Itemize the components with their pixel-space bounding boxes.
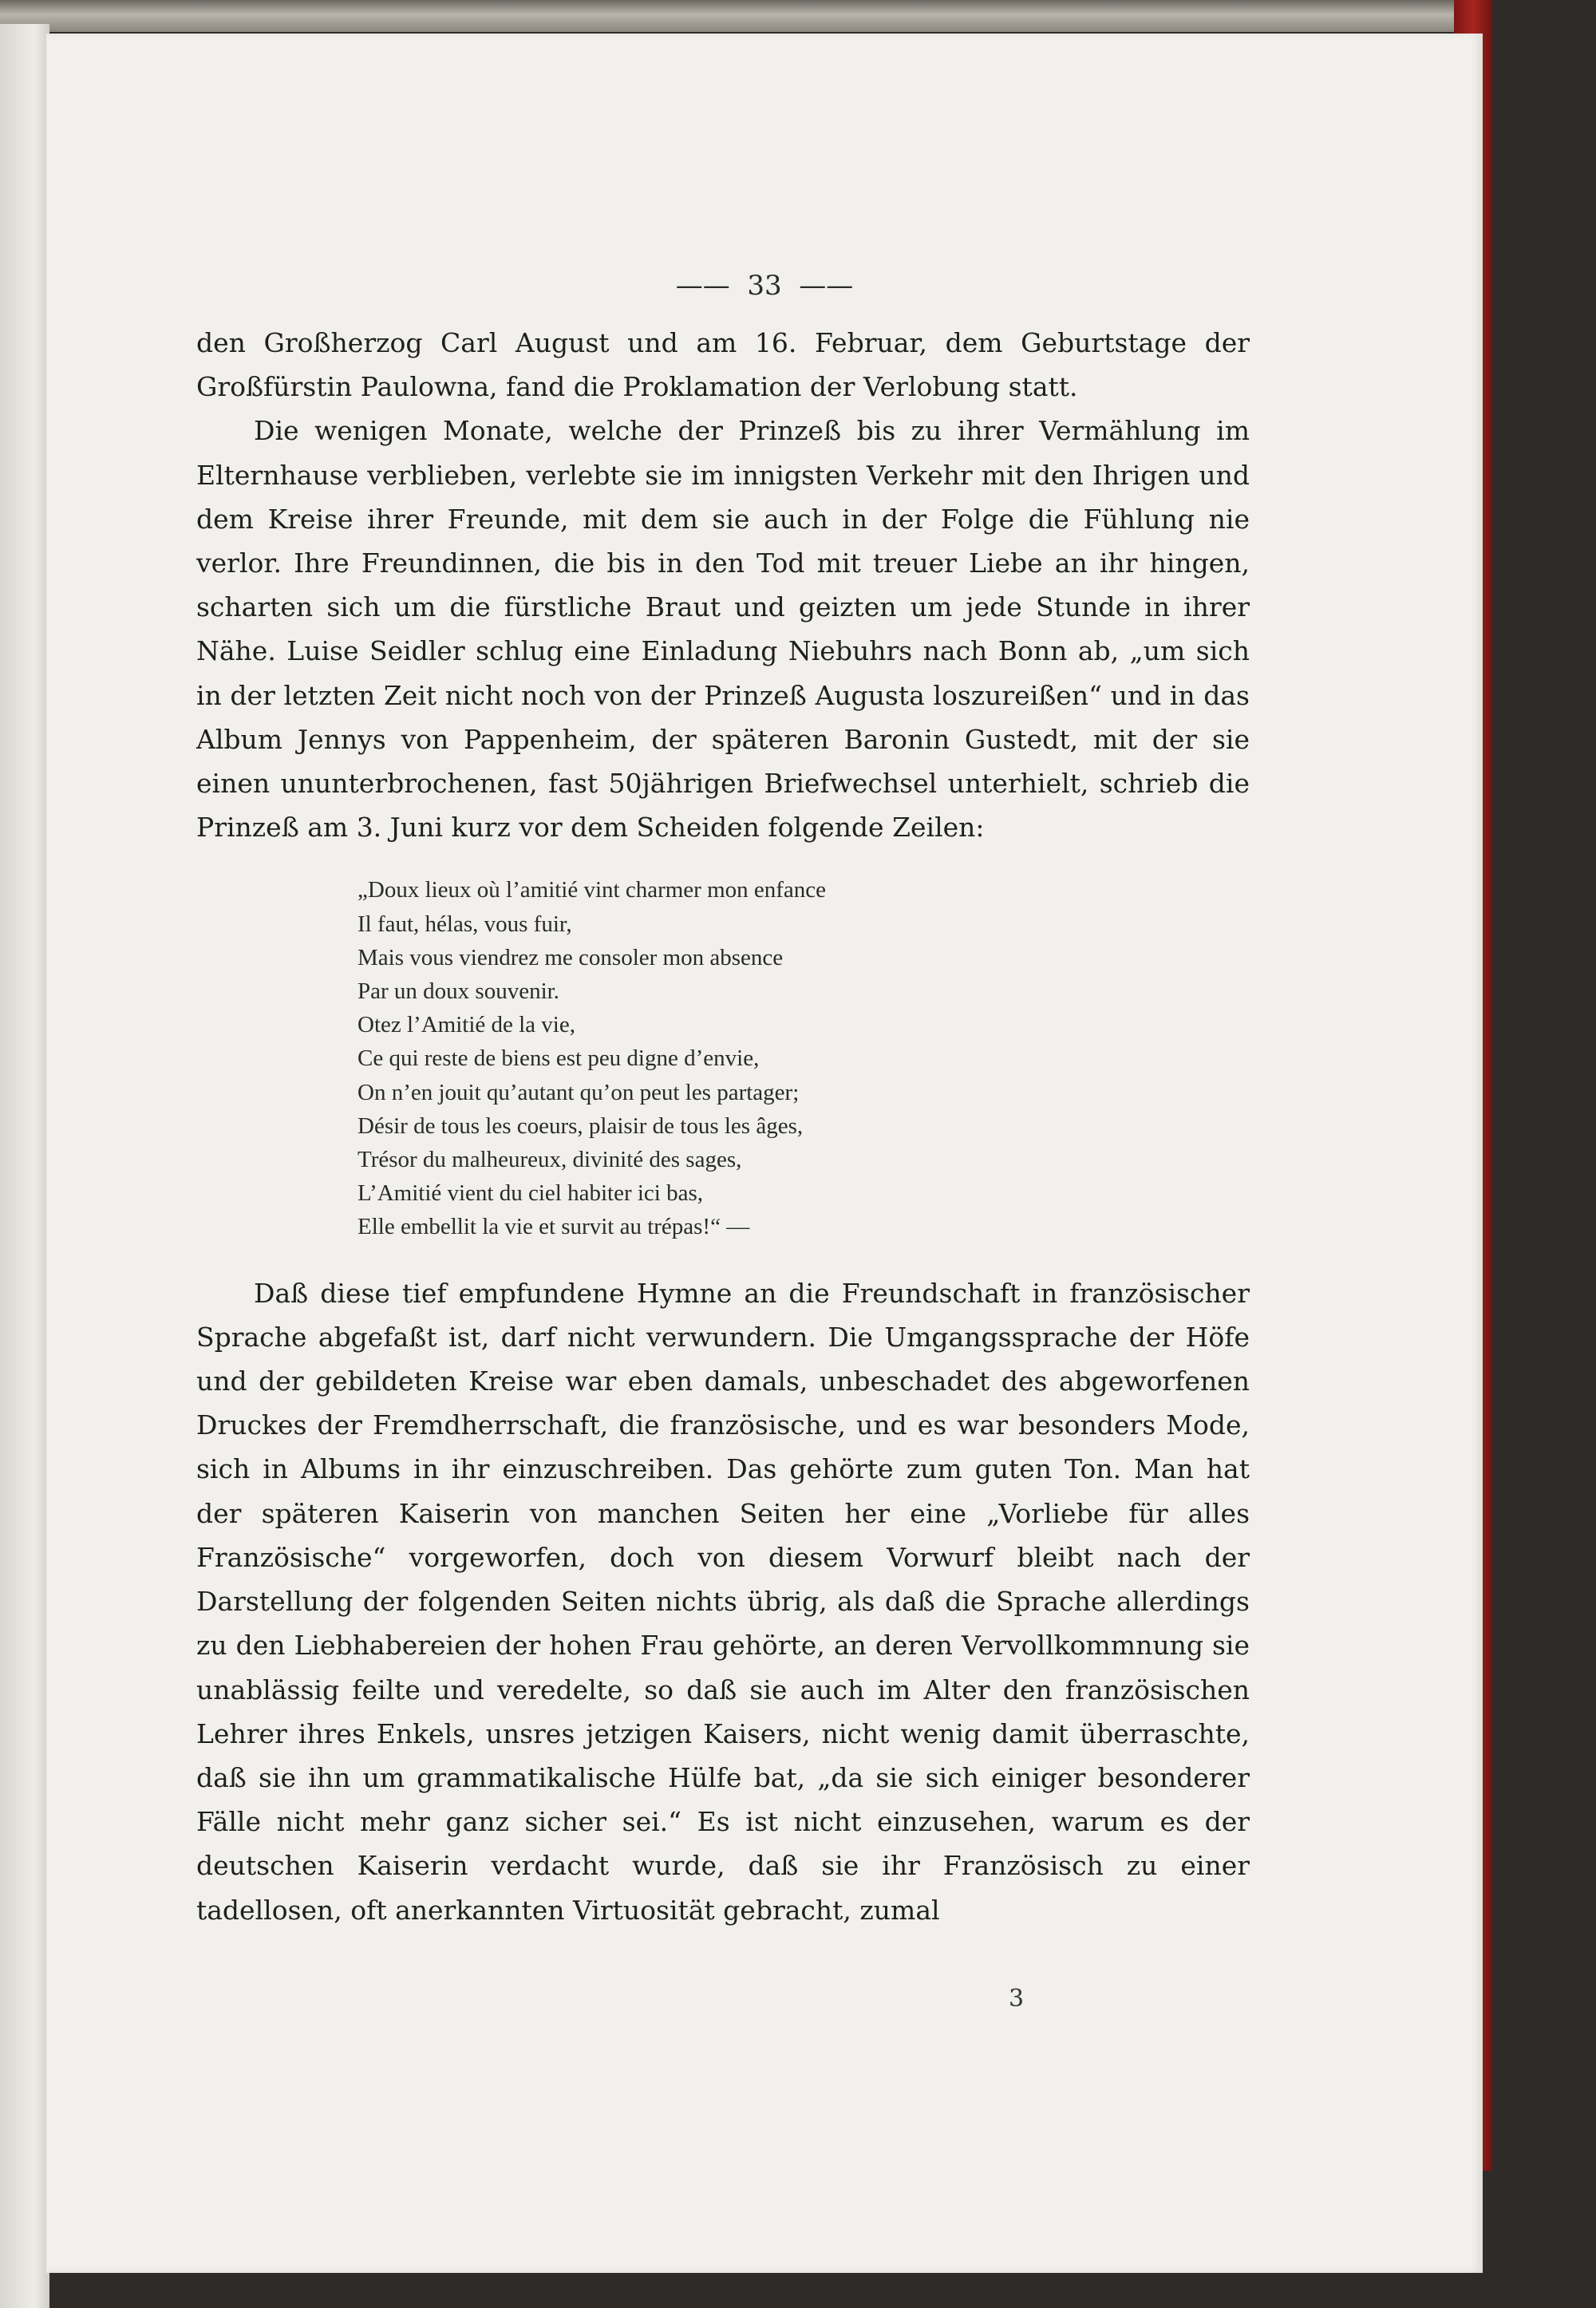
poem-line: On n’en jouit qu’autant qu’on peut les partager; — [358, 1079, 800, 1105]
poem-block — [358, 873, 1250, 1243]
book-top-edge — [0, 0, 1492, 32]
paragraph-3: Daß diese tief empfundene Hymne an die Freundschaft in französischer Sprache abgefaßt ist, darf nicht verwundern. Die Umgangssprache der Höfe und der gebildeten Kreise war eben damals, unbeschadet des abgeworfenen Druckes der Fremdherrschaft, die französische, und es war besonders Mode, sich in Albums in ihr einzuschreiben. Das gehörte zum guten Ton. Man hat der späteren Kaiserin von manchen Seiten her eine „Vorliebe für alles Französische“ vorgeworfen, doch von diesem Vorwurf bleibt nach der Darstellung der folgenden Seiten nichts übrig, als daß die Sprache allerdings zu den Liebhabereien der hohen Frau gehörte, an deren Vervollkommnung sie unablässig feilte und veredelte, so daß sie auch im Alter den französischen Lehrer ihres Enkels, unsres jetzigen Kaisers, nicht wenig damit überraschte, daß sie ihn um grammatikalische Hülfe bat, „da sie sich einiger besonderer Fälle nicht mehr ganz sicher sei.“ Es ist nicht einzusehen, warum es der deutschen Kaiserin verdacht wurde, daß sie ihr Französisch zu einer tadellosen, oft anerkannten Virtuosität gebracht, zumal — [196, 1277, 1250, 1926]
header-dash-left: —— — [675, 270, 748, 302]
header-dash-right: —— — [781, 270, 854, 302]
poem-line: „Doux lieux où l’amitié vint charmer mon enfance — [358, 877, 827, 903]
body-text — [196, 321, 1250, 1932]
poem-line: Ce qui reste de biens est peu digne d’envie, — [358, 1045, 760, 1072]
poem-line: Mais vous viendrez me consoler mon absence — [358, 944, 784, 970]
paragraph-2: Die wenigen Monate, welche der Prinzeß bis zu ihrer Vermählung im Elternhause verblieben, verlebte sie im innigsten Verkehr mit den Ihrigen und dem Kreise ihrer Freunde, mit dem sie auch in der Folge die Fühlung nie verlor. Ihre Freundinnen, die bis in den Tod mit treuer Liebe an ihr hingen, scharten sich um die fürstliche Braut und geizten um jede Stunde in ihrer Nähe. Luise Seidler schlug eine Einladung Niebuhrs nach Bonn ab, „um sich in der letzten Zeit nicht noch von der Prinzeß Augusta loszureißen“ und in das Album Jennys von Pappenheim, der späteren Baronin Gustedt, mit der sie einen ununterbrochenen, fast 50jährigen Briefwechsel unterhielt, schrieb die Prinzeß am 3. Juni kurz vor dem Scheiden folgende Zeilen: — [196, 415, 1250, 844]
page-number: 33 — [747, 270, 782, 302]
poem-line: Elle embellit la vie et survit au trépas!“ — — [358, 1214, 750, 1240]
poem-line: Otez l’Amitié de la vie, — [358, 1012, 575, 1038]
page-header — [46, 270, 1483, 302]
signature-mark: 3 — [1009, 1985, 1025, 2013]
left-page-edge — [0, 24, 49, 2308]
poem-line: L’Amitié vient du ciel habiter ici bas, — [358, 1180, 704, 1207]
poem-line: Trésor du malheureux, divinité des sages, — [358, 1147, 742, 1173]
poem-line: Par un doux souvenir. — [358, 978, 559, 1005]
page — [46, 34, 1483, 2273]
paragraph-1: den Großherzog Carl August und am 16. Februar, dem Geburtstage der Großfürstin Paulowna, fand die Proklamation der Verlobung statt. — [196, 327, 1250, 403]
poem-line: Il faut, hélas, vous fuir, — [358, 911, 572, 937]
poem-line: Désir de tous les coeurs, plaisir de tous les âges, — [358, 1113, 804, 1139]
